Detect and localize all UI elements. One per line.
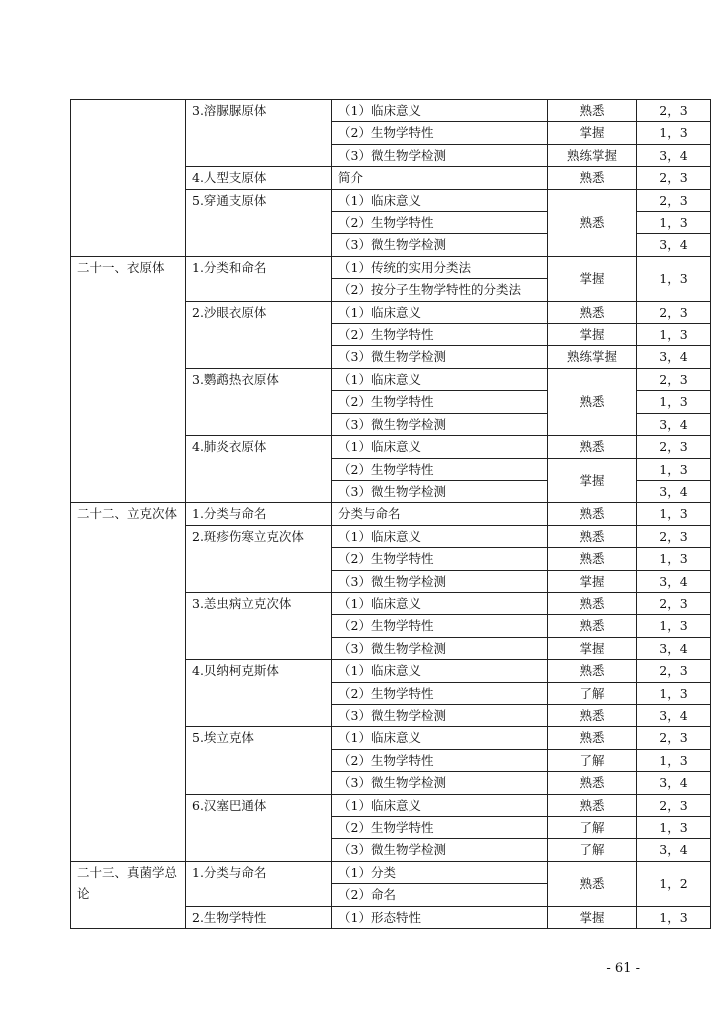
chapter-cell: 3，4 [637, 637, 711, 659]
point-cell: （1）临床意义 [332, 592, 548, 614]
chapter-cell: 3，4 [637, 234, 711, 256]
point-cell: （3）微生物学检测 [332, 234, 548, 256]
chapter-cell: 1，3 [637, 212, 711, 234]
level-cell: 掌握 [548, 637, 637, 659]
chapter-cell: 3，4 [637, 704, 711, 726]
point-cell: 简介 [332, 167, 548, 189]
point-cell: （3）微生物学检测 [332, 570, 548, 592]
chapter-cell: 3，4 [637, 772, 711, 794]
level-cell: 熟悉 [548, 301, 637, 323]
level-cell: 熟悉 [548, 861, 637, 906]
level-cell: 熟悉 [548, 772, 637, 794]
point-cell: （1）临床意义 [332, 436, 548, 458]
point-cell: （1）临床意义 [332, 189, 548, 211]
unit-cell [71, 100, 186, 257]
unit-cell: 二十二、立克次体 [71, 503, 186, 862]
chapter-cell: 1，3 [637, 749, 711, 771]
level-cell: 熟悉 [548, 794, 637, 816]
item-cell: 2.斑疹伤寒立克次体 [186, 525, 332, 592]
chapter-cell: 3，4 [637, 413, 711, 435]
chapter-cell: 3，4 [637, 570, 711, 592]
level-cell: 熟悉 [548, 525, 637, 547]
level-cell: 熟悉 [548, 660, 637, 682]
chapter-cell: 3，4 [637, 144, 711, 166]
chapter-cell: 1，3 [637, 615, 711, 637]
level-cell: 熟悉 [548, 615, 637, 637]
chapter-cell: 1，3 [637, 458, 711, 480]
point-cell: （3）微生物学检测 [332, 144, 548, 166]
point-cell: （3）微生物学检测 [332, 413, 548, 435]
chapter-cell: 2，3 [637, 167, 711, 189]
level-cell: 熟悉 [548, 727, 637, 749]
point-cell: （3）微生物学检测 [332, 704, 548, 726]
chapter-cell: 2，3 [637, 727, 711, 749]
point-cell: （1）临床意义 [332, 100, 548, 122]
point-cell: （1）临床意义 [332, 301, 548, 323]
chapter-cell: 1，3 [637, 548, 711, 570]
point-cell: （2）生物学特性 [332, 817, 548, 839]
table-row [71, 100, 711, 122]
point-cell: （1）形态特性 [332, 906, 548, 928]
point-cell: （1）临床意义 [332, 368, 548, 390]
point-cell: （3）微生物学检测 [332, 346, 548, 368]
table-row [71, 861, 711, 883]
level-cell: 熟悉 [548, 189, 637, 256]
chapter-cell: 3，4 [637, 839, 711, 861]
chapter-cell: 2，3 [637, 525, 711, 547]
chapter-cell: 2，3 [637, 660, 711, 682]
table-row [71, 503, 711, 525]
chapter-cell: 1，3 [637, 817, 711, 839]
point-cell: （1）分类 [332, 861, 548, 883]
level-cell: 了解 [548, 749, 637, 771]
item-cell: 4.肺炎衣原体 [186, 436, 332, 503]
unit-cell: 二十三、真菌学总论 [71, 861, 186, 928]
level-cell: 熟悉 [548, 592, 637, 614]
point-cell: （2）生物学特性 [332, 212, 548, 234]
syllabus-table [70, 99, 711, 929]
point-cell: （2）生物学特性 [332, 749, 548, 771]
chapter-cell: 1，3 [637, 503, 711, 525]
point-cell: （2）按分子生物学特性的分类法 [332, 279, 548, 301]
point-cell: （2）生物学特性 [332, 682, 548, 704]
item-cell: 1.分类与命名 [186, 503, 332, 525]
point-cell: （2）生物学特性 [332, 122, 548, 144]
unit-cell: 二十一、衣原体 [71, 256, 186, 502]
level-cell: 熟练掌握 [548, 346, 637, 368]
point-cell: （2）生物学特性 [332, 615, 548, 637]
item-cell: 4.贝纳柯克斯体 [186, 660, 332, 727]
chapter-cell: 1，3 [637, 906, 711, 928]
item-cell: 6.汉塞巴通体 [186, 794, 332, 861]
level-cell: 掌握 [548, 458, 637, 503]
point-cell: （3）微生物学检测 [332, 480, 548, 502]
level-cell: 掌握 [548, 570, 637, 592]
chapter-cell: 1，3 [637, 324, 711, 346]
point-cell: （2）生物学特性 [332, 548, 548, 570]
level-cell: 了解 [548, 817, 637, 839]
item-cell: 3.鹦鹉热衣原体 [186, 368, 332, 435]
level-cell: 熟悉 [548, 167, 637, 189]
level-cell: 掌握 [548, 324, 637, 346]
chapter-cell: 3，4 [637, 480, 711, 502]
point-cell: （2）生物学特性 [332, 324, 548, 346]
level-cell: 熟悉 [548, 368, 637, 435]
level-cell: 熟练掌握 [548, 144, 637, 166]
point-cell: 分类与命名 [332, 503, 548, 525]
page-number: - 61 - [606, 961, 640, 976]
level-cell: 掌握 [548, 122, 637, 144]
point-cell: （1）临床意义 [332, 660, 548, 682]
point-cell: （1）临床意义 [332, 794, 548, 816]
level-cell: 掌握 [548, 256, 637, 301]
level-cell: 熟悉 [548, 100, 637, 122]
chapter-cell: 1，3 [637, 391, 711, 413]
item-cell: 5.埃立克体 [186, 727, 332, 794]
point-cell: （1）临床意义 [332, 727, 548, 749]
point-cell: （3）微生物学检测 [332, 772, 548, 794]
table-row [71, 256, 711, 278]
chapter-cell: 2，3 [637, 436, 711, 458]
level-cell: 熟悉 [548, 704, 637, 726]
point-cell: （2）命名 [332, 884, 548, 906]
item-cell: 2.沙眼衣原体 [186, 301, 332, 368]
chapter-cell: 1，2 [637, 861, 711, 906]
chapter-cell: 1，3 [637, 682, 711, 704]
chapter-cell: 2，3 [637, 592, 711, 614]
item-cell: 3.溶脲脲原体 [186, 100, 332, 167]
level-cell: 了解 [548, 839, 637, 861]
item-cell: 3.恙虫病立克次体 [186, 592, 332, 659]
chapter-cell: 3，4 [637, 346, 711, 368]
item-cell: 2.生物学特性 [186, 906, 332, 928]
point-cell: （3）微生物学检测 [332, 839, 548, 861]
item-cell: 1.分类和命名 [186, 256, 332, 301]
level-cell: 掌握 [548, 906, 637, 928]
level-cell: 熟悉 [548, 548, 637, 570]
chapter-cell: 2，3 [637, 301, 711, 323]
point-cell: （1）临床意义 [332, 525, 548, 547]
level-cell: 熟悉 [548, 436, 637, 458]
level-cell: 熟悉 [548, 503, 637, 525]
chapter-cell: 2，3 [637, 368, 711, 390]
point-cell: （2）生物学特性 [332, 391, 548, 413]
chapter-cell: 2，3 [637, 794, 711, 816]
point-cell: （3）微生物学检测 [332, 637, 548, 659]
chapter-cell: 2，3 [637, 189, 711, 211]
item-cell: 1.分类与命名 [186, 861, 332, 906]
chapter-cell: 1，3 [637, 122, 711, 144]
chapter-cell: 1，3 [637, 256, 711, 301]
point-cell: （2）生物学特性 [332, 458, 548, 480]
item-cell: 4.人型支原体 [186, 167, 332, 189]
point-cell: （1）传统的实用分类法 [332, 256, 548, 278]
level-cell: 了解 [548, 682, 637, 704]
item-cell: 5.穿通支原体 [186, 189, 332, 256]
chapter-cell: 2，3 [637, 100, 711, 122]
